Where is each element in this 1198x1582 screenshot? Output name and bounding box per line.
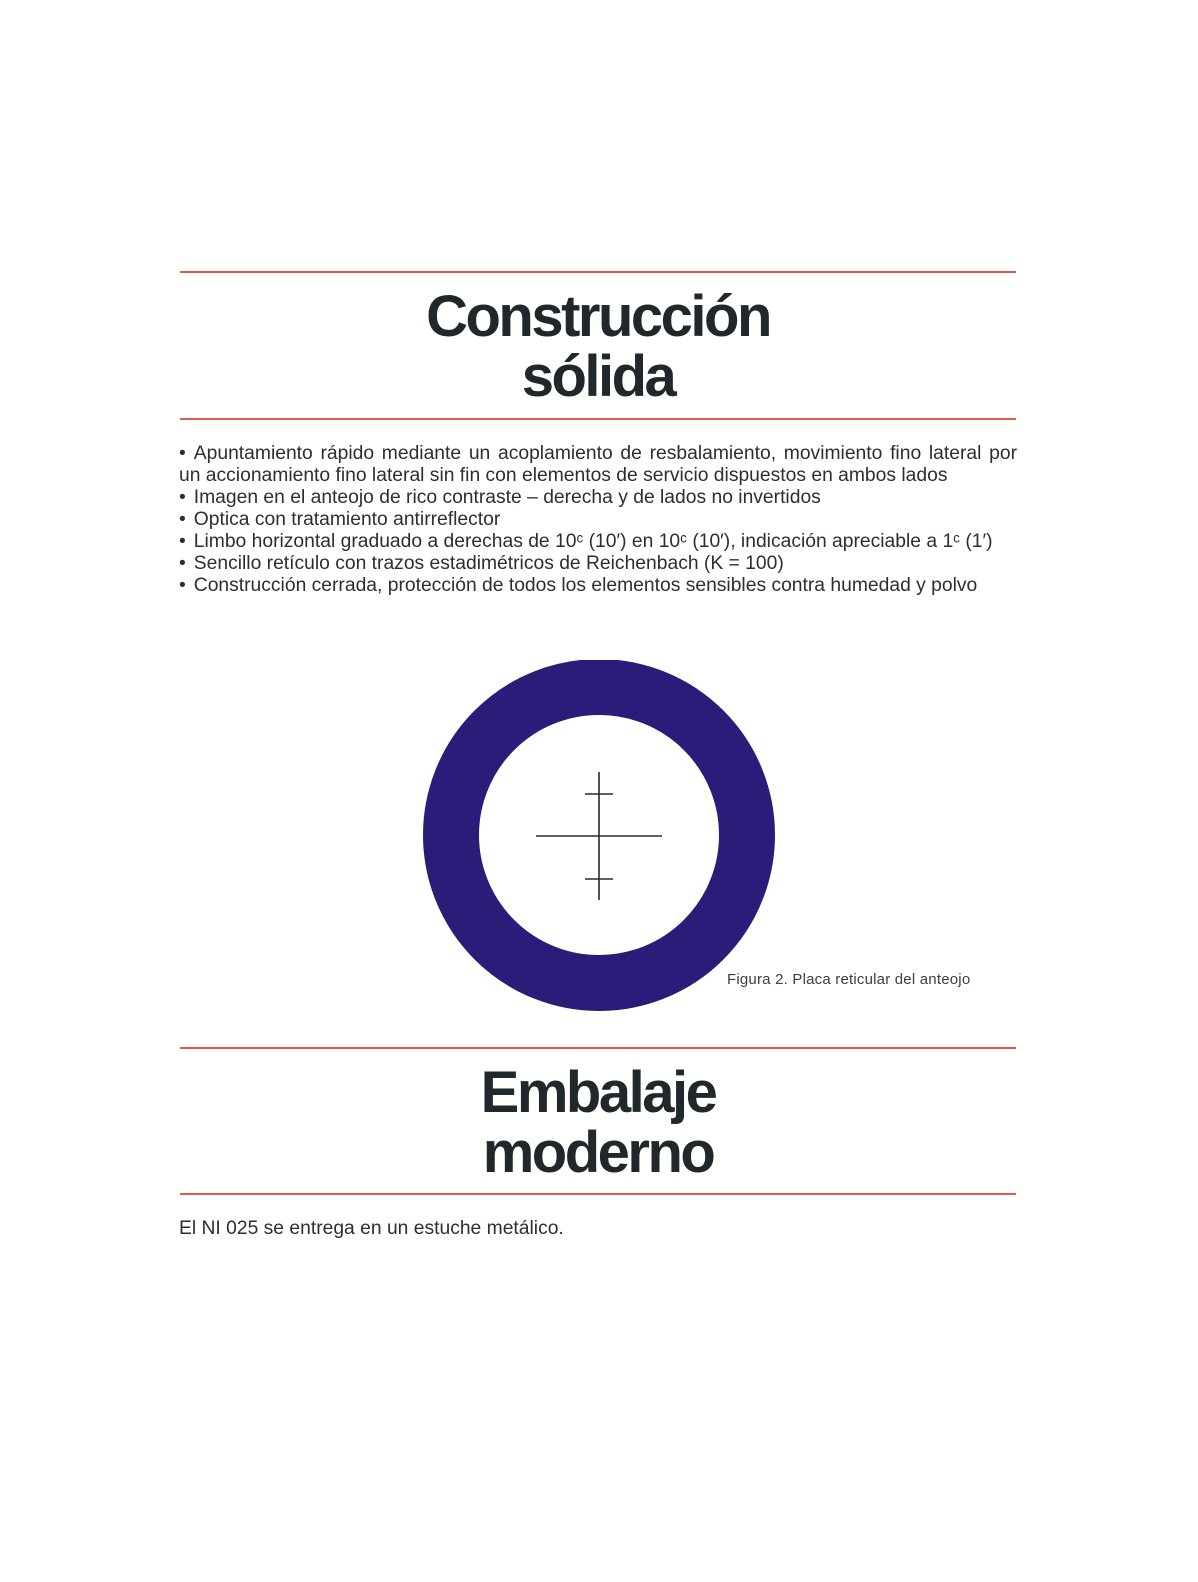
feature-item [179,443,1017,487]
feature-text: Limbo horizontal graduado a derechas de 10ᶜ (10′) en 10ᶜ (10′), indicación apreciable a 1ᶜ (1′) [193,531,993,552]
bullet-icon: • [179,509,186,530]
bullet-icon: • [179,575,186,596]
top-rule-section2 [180,1047,1016,1049]
section1-heading [180,284,1016,409]
feature-text: Imagen en el anteojo de rico contraste – derecha y de lados no invertidos [193,487,821,508]
reticle-figure [420,660,780,1020]
top-rule-section1 [180,271,1016,273]
feature-list [179,443,1017,597]
feature-text: Apuntamiento rápido mediante un acoplamiento de resbalamiento, movimiento fino lateral por un accionamiento fino lateral sin fin con elementos de servicio dispuestos en ambos lados [179,443,1017,486]
reticle-crosshair [536,772,662,900]
feature-item [179,509,1017,531]
bullet-icon: • [179,531,186,552]
figure-caption: Figura 2. Placa reticular del anteojo [727,971,971,988]
feature-item [179,575,1017,597]
feature-item [179,553,1017,575]
feature-item [179,531,1017,553]
bullet-icon: • [179,487,186,508]
bottom-rule-section2 [180,1193,1016,1195]
feature-text: Construcción cerrada, protección de todos los elementos sensibles contra humedad y polvo [193,575,978,596]
section2-heading-line1: Embalaje [480,1060,716,1125]
section1-heading-line2: sólida [521,344,675,409]
bullet-icon: • [179,443,186,464]
section2-heading [180,1060,1016,1185]
feature-item [179,487,1017,509]
feature-text: Sencillo retículo con trazos estadimétricos de Reichenbach (K = 100) [193,553,784,574]
packaging-text: El NI 025 se entrega en un estuche metálico. [179,1218,564,1239]
bottom-rule-section1 [180,418,1016,420]
section1-heading-line1: Construcción [426,284,770,349]
feature-text: Optica con tratamiento antirreflector [193,509,501,530]
section2-heading-line2: moderno [482,1120,714,1185]
bullet-icon: • [179,553,186,574]
